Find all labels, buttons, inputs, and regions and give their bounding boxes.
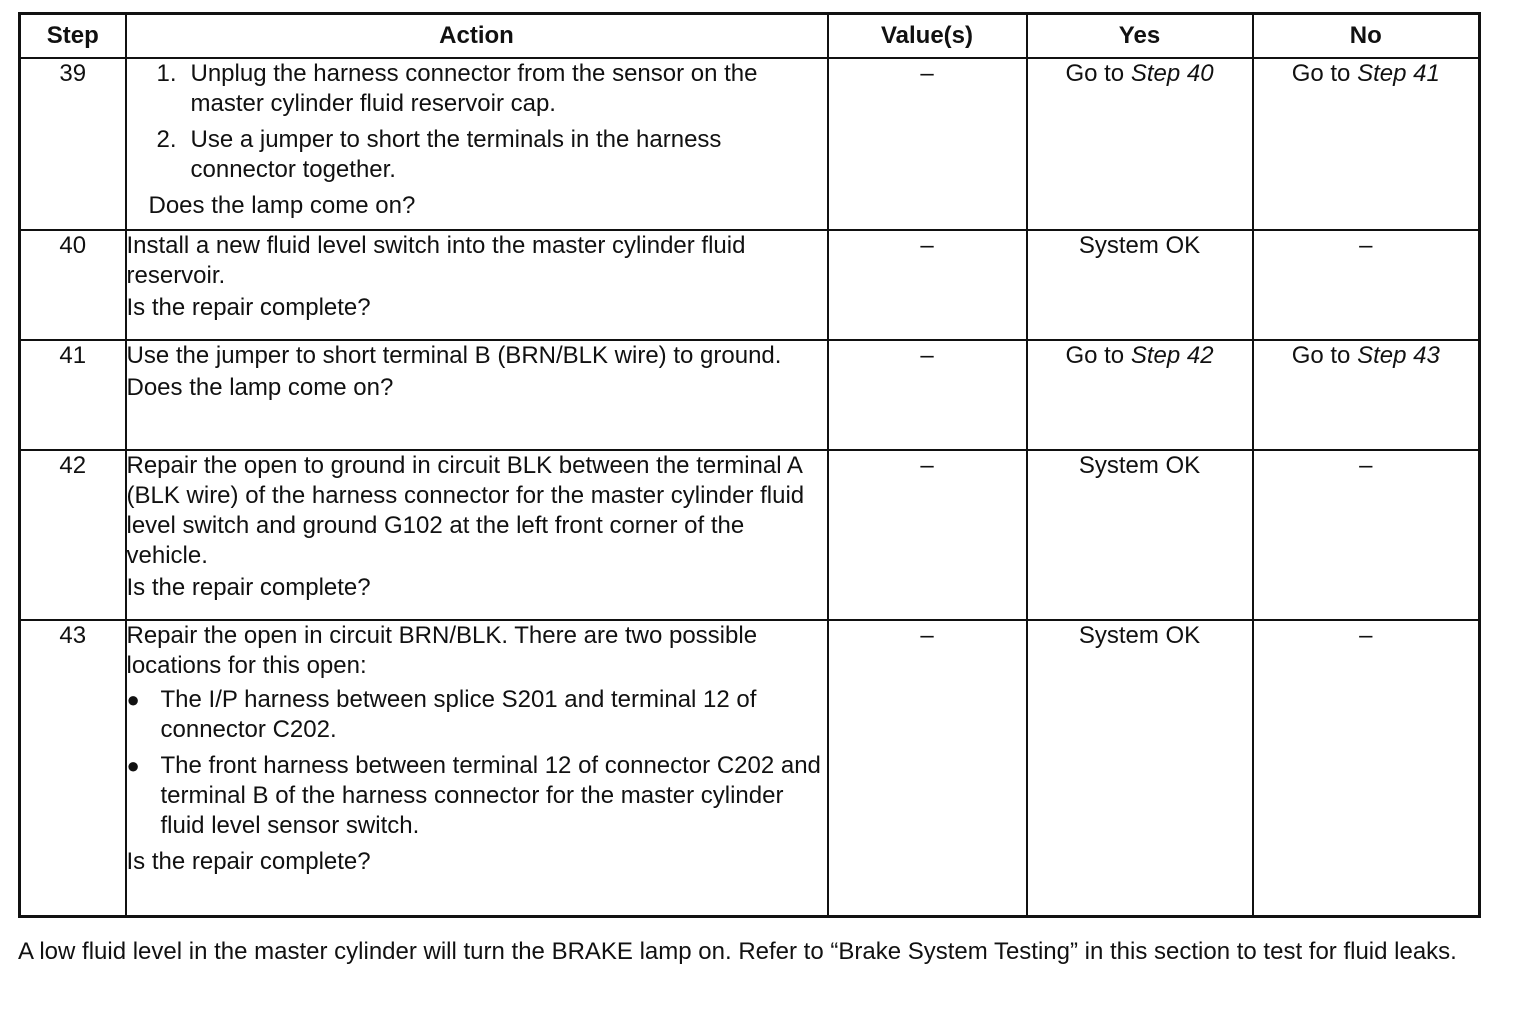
- no-cell: –: [1253, 620, 1480, 916]
- no-step-ref: Step 41: [1357, 60, 1440, 87]
- action-cell: [126, 620, 828, 916]
- action-text: Install a new fluid level switch into the master cylinder fluid reservoir.: [126, 232, 746, 289]
- step-number: 40: [20, 230, 126, 340]
- header-step: Step: [20, 14, 126, 59]
- action-cell: [126, 340, 828, 450]
- value-cell: –: [828, 340, 1027, 450]
- action-text: Repair the open in circuit BRN/BLK. There are two possible locations for this open:: [126, 622, 758, 679]
- action-question: Does the lamp come on?: [148, 192, 416, 219]
- step-number: 41: [20, 340, 126, 450]
- yes-step-ref: Step 42: [1130, 342, 1214, 369]
- header-action: Action: [126, 14, 828, 59]
- no-cell: –: [1253, 450, 1480, 620]
- step-number: 43: [20, 620, 126, 916]
- yes-cell: System OK: [1027, 450, 1253, 620]
- diagnostic-table-container: [18, 12, 1478, 918]
- step-number: 39: [20, 58, 126, 230]
- action-cell: [126, 230, 828, 340]
- no-prefix: Go to: [1291, 342, 1358, 369]
- table-row: [20, 620, 1480, 916]
- no-cell: –: [1253, 230, 1480, 340]
- numbered-item: [157, 125, 827, 185]
- yes-prefix: Go to: [1065, 342, 1131, 369]
- yes-cell: System OK: [1027, 230, 1253, 340]
- action-text: Repair the open to ground in circuit BLK between the terminal A (BLK wire) of the harness connector for the master cylinder fluid level switch and ground G102 at the left front corner of the vehicle.: [126, 452, 805, 569]
- yes-cell: [1027, 340, 1253, 450]
- numbered-item: [157, 59, 827, 119]
- item-number: 2.: [156, 126, 177, 153]
- bullet-item: [127, 751, 827, 841]
- value-cell: –: [828, 230, 1027, 340]
- value-cell: –: [828, 620, 1027, 916]
- value-cell: –: [828, 450, 1027, 620]
- header-values: Value(s): [828, 14, 1027, 59]
- yes-cell: System OK: [1027, 620, 1253, 916]
- diagnostic-table: [18, 12, 1481, 918]
- table-row: [20, 450, 1480, 620]
- action-cell: [126, 58, 828, 230]
- action-question: Is the repair complete?: [126, 294, 371, 321]
- action-text: Use the jumper to short terminal B (BRN/BLK wire) to ground.: [126, 342, 782, 369]
- no-step-ref: Step 43: [1357, 342, 1440, 369]
- action-question: Is the repair complete?: [126, 848, 371, 875]
- bullet-icon: ●: [126, 753, 140, 778]
- header-yes: Yes: [1027, 14, 1253, 59]
- table-row: [20, 230, 1480, 340]
- bullet-item: [127, 685, 827, 745]
- step-number: 42: [20, 450, 126, 620]
- item-number: 1.: [156, 60, 177, 87]
- table-row: [20, 340, 1480, 450]
- action-question: Does the lamp come on?: [126, 374, 394, 401]
- table-header-row: [20, 14, 1480, 59]
- bullet-icon: ●: [126, 687, 140, 712]
- value-cell: –: [828, 58, 1027, 230]
- bullet-text: The front harness between terminal 12 of connector C202 and terminal B of the harness connector for the master cylinder fluid level sensor switch.: [160, 752, 821, 839]
- no-cell: [1253, 340, 1480, 450]
- bullet-text: The I/P harness between splice S201 and terminal 12 of connector C202.: [160, 686, 757, 743]
- no-cell: [1253, 58, 1480, 230]
- no-prefix: Go to: [1291, 60, 1358, 87]
- item-text: Unplug the harness connector from the sensor on the master cylinder fluid reservoir cap.: [190, 60, 758, 117]
- header-no: No: [1253, 14, 1480, 59]
- action-cell: [126, 450, 828, 620]
- yes-prefix: Go to: [1065, 60, 1131, 87]
- action-question: Is the repair complete?: [126, 574, 371, 601]
- yes-cell: [1027, 58, 1253, 230]
- item-text: Use a jumper to short the terminals in the harness connector together.: [190, 126, 722, 183]
- table-row: [20, 58, 1480, 230]
- footnote: A low fluid level in the master cylinder will turn the BRAKE lamp on. Refer to “Brake System Testing” in this section to test for fluid leaks.: [18, 938, 1457, 965]
- yes-step-ref: Step 40: [1130, 60, 1214, 87]
